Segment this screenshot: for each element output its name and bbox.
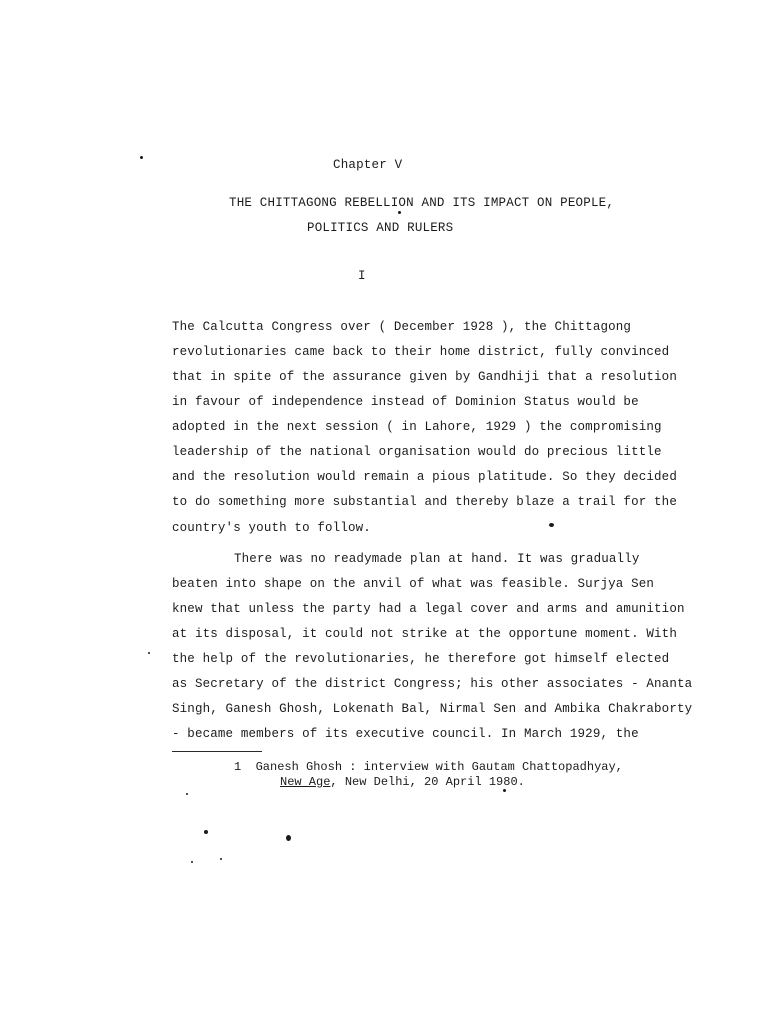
footnote-text: Ganesh Ghosh : interview with Gautam Chattopadhyay, [255, 760, 623, 774]
paragraph-2-line: - became members of its executive council. In March 1929, the [172, 727, 639, 741]
chapter-title-line-1: THE CHITTAGONG REBELLION AND ITS IMPACT ON PEOPLE, [229, 196, 615, 210]
paragraph-1-line: to do something more substantial and thereby blaze a trail for the [172, 495, 677, 509]
paragraph-2-line: There was no readymade plan at hand. It was gradually [234, 552, 640, 566]
paragraph-2-line: as Secretary of the district Congress; his other associates - Ananta [172, 677, 693, 691]
paragraph-2-line: the help of the revolutionaries, he therefore got himself elected [172, 652, 670, 666]
scan-speck [398, 211, 401, 214]
scan-speck [191, 861, 193, 863]
paragraph-2-line: knew that unless the party had a legal cover and arms and amunition [172, 602, 685, 616]
paragraph-1-line: The Calcutta Congress over ( December 1928 ), the Chittagong [172, 320, 632, 334]
footnote-line-1 [234, 760, 623, 774]
chapter-title-line-2: POLITICS AND RULERS [307, 221, 454, 235]
footnote-source: New Age [280, 775, 331, 789]
footnote-separator [172, 751, 262, 752]
scan-speck [204, 830, 208, 834]
paragraph-1-line: revolutionaries came back to their home district, fully convinced [172, 345, 670, 359]
paragraph-1-line: leadership of the national organisation would do precious little [172, 445, 662, 459]
paragraph-2-line: Singh, Ganesh Ghosh, Lokenath Bal, Nirmal Sen and Ambika Chakraborty [172, 702, 693, 716]
scan-speck [148, 652, 150, 654]
scan-speck [220, 858, 222, 860]
chapter-label: Chapter V [333, 158, 403, 172]
scan-speck [549, 523, 554, 527]
scan-speck [503, 789, 506, 792]
paragraph-1-last-line [172, 521, 371, 535]
footnote-number: 1 [234, 760, 242, 774]
paragraph-1-line: country's youth to follow. [172, 521, 371, 535]
paragraph-1-line: that in spite of the assurance given by Gandhiji that a resolution [172, 370, 677, 384]
paragraph-1-line: and the resolution would remain a pious platitude. So they decided [172, 470, 677, 484]
paragraph-1-line: adopted in the next session ( in Lahore, 1929 ) the compromising [172, 420, 662, 434]
paragraph-2-line: at its disposal, it could not strike at the opportune moment. With [172, 627, 677, 641]
scan-speck [140, 156, 143, 159]
footnote-line-2 [280, 775, 525, 789]
scan-speck [186, 793, 188, 795]
paragraph-1-line: in favour of independence instead of Dominion Status would be [172, 395, 639, 409]
paragraph-2-line: beaten into shape on the anvil of what was feasible. Surjya Sen [172, 577, 655, 591]
section-numeral: I [358, 269, 366, 283]
footnote-details: , New Delhi, 20 April 1980. [330, 775, 525, 789]
scan-speck [286, 835, 291, 841]
